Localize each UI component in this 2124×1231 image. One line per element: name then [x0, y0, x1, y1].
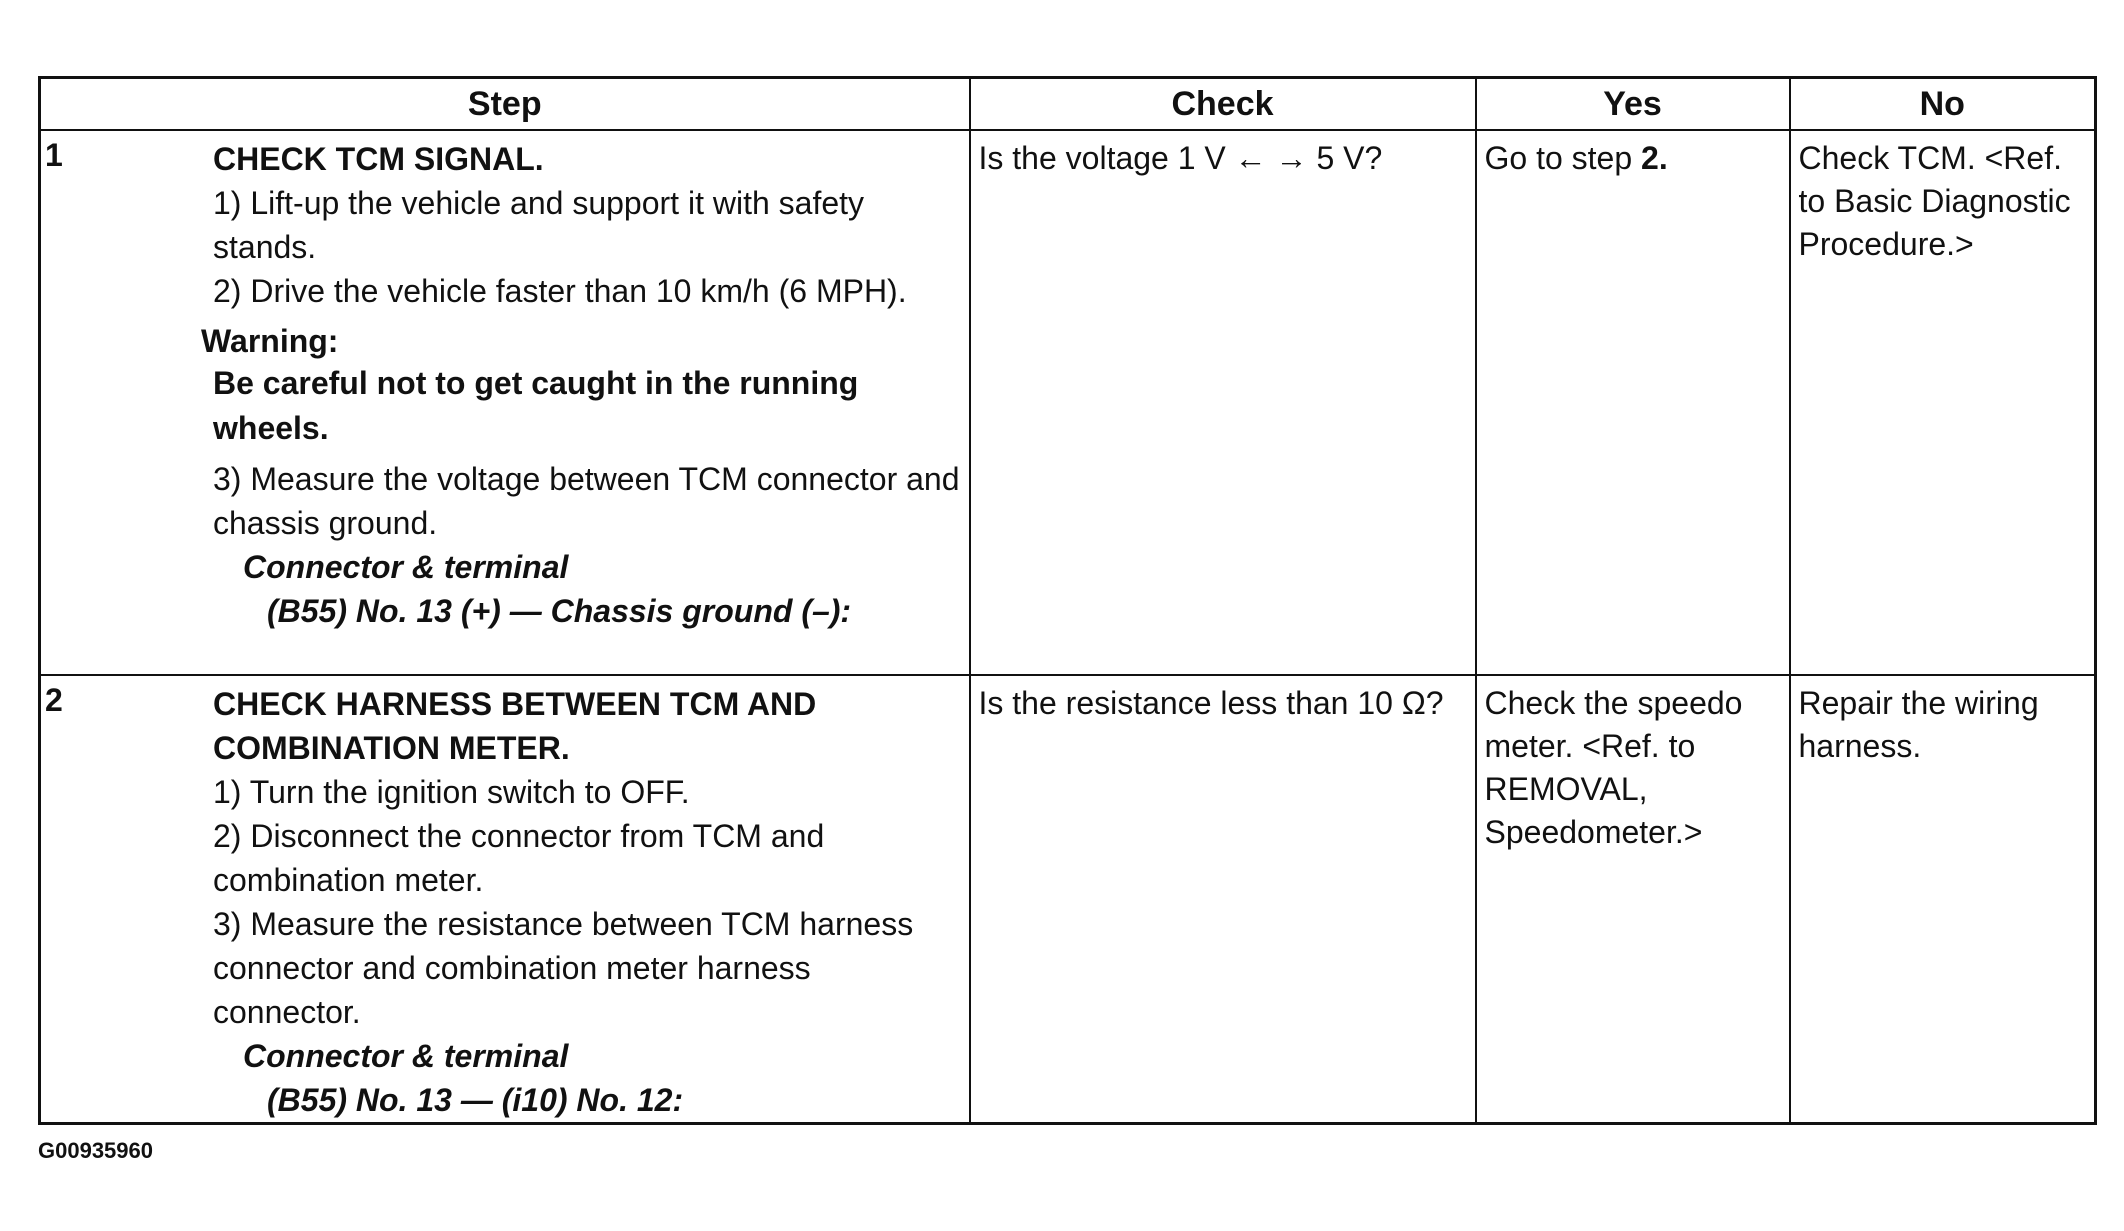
header-yes: Yes — [1476, 78, 1790, 131]
substep: 2) Disconnect the connector from TCM and combination meter. — [213, 818, 825, 898]
header-no: No — [1790, 78, 2096, 131]
step-body — [213, 676, 969, 1122]
step-number: 1 — [45, 137, 63, 173]
figure-code: G00935960 — [38, 1138, 153, 1163]
substep: 1) Lift-up the vehicle and support it with safety stands. — [213, 185, 865, 265]
yes-prefix: Go to step — [1484, 140, 1642, 176]
step-title: CHECK TCM SIGNAL. — [213, 141, 544, 177]
header-check: Check — [970, 78, 1476, 131]
connector-value: (B55) No. 13 (+) — Chassis ground (–): — [267, 593, 852, 629]
no-text: Check TCM. <Ref. to Basic Diagnostic Procedure.> — [1798, 140, 2071, 262]
step-title: CHECK HARNESS BETWEEN TCM AND COMBINATION METER. — [213, 686, 817, 766]
header-step: Step — [40, 78, 970, 131]
yes-text — [1477, 131, 1789, 180]
substep: 2) Drive the vehicle faster than 10 km/h (6 MPH). — [213, 273, 907, 309]
check-cell — [970, 675, 1476, 1124]
step-cell — [40, 130, 970, 675]
yes-step-ref: 2. — [1641, 140, 1668, 176]
warning-label: Warning: — [201, 323, 339, 359]
connector-value: (B55) No. 13 — (i10) No. 12: — [267, 1082, 684, 1118]
connector-label: Connector & terminal — [243, 549, 569, 585]
diagnostic-table — [38, 76, 2097, 1125]
substep: 1) Turn the ignition switch to OFF. — [213, 774, 690, 810]
check-text: Is the voltage 1 V ← → 5 V? — [978, 140, 1383, 176]
check-text: Is the resistance less than 10 Ω? — [978, 685, 1444, 721]
no-text: Repair the wiring harness. — [1798, 685, 2039, 764]
connector-label: Connector & terminal — [243, 1038, 569, 1074]
yes-cell — [1476, 675, 1790, 1124]
warning-text: Be careful not to get caught in the running wheels. — [213, 365, 859, 446]
no-cell — [1790, 675, 2096, 1124]
yes-cell — [1476, 130, 1790, 675]
step-body — [201, 131, 969, 633]
step-cell — [40, 675, 970, 1124]
step-number: 2 — [45, 682, 63, 718]
table-row — [40, 675, 2096, 1124]
table-row — [40, 130, 2096, 675]
yes-text: Check the speedo meter. <Ref. to REMOVAL, Speedometer.> — [1484, 685, 1743, 850]
substep: 3) Measure the voltage between TCM connector and chassis ground. — [213, 461, 960, 541]
substep: 3) Measure the resistance between TCM harness connector and combination meter harness connector. — [213, 906, 914, 1030]
check-cell — [970, 130, 1476, 675]
no-cell — [1790, 130, 2096, 675]
table-header-row — [40, 78, 2096, 131]
